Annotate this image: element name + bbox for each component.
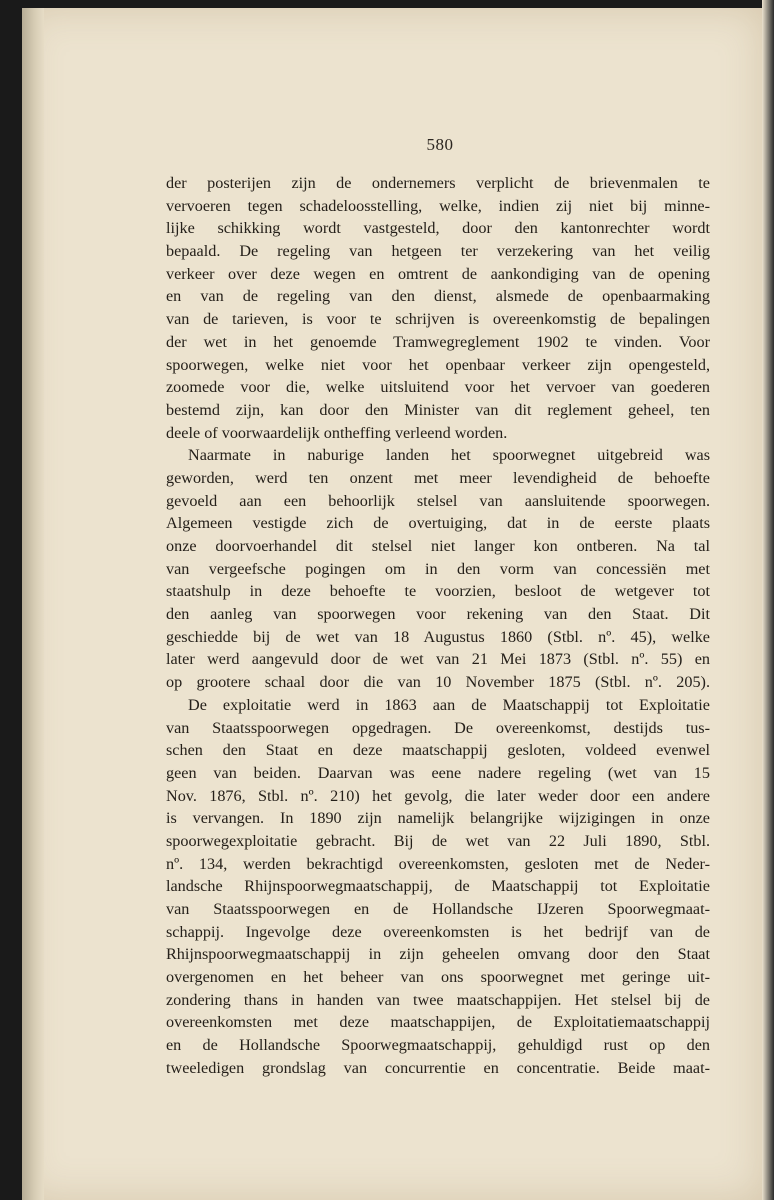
page-right-edge bbox=[762, 0, 774, 1200]
text-line: verkeer over deze wegen en omtrent de aankondiging van de opening bbox=[166, 264, 710, 283]
text-line: zoomede voor die, welke uitsluitend voor het vervoer van goederen bbox=[166, 378, 710, 397]
text-line: bepaald. De regeling van hetgeen ter verzekering van het veilig bbox=[166, 242, 710, 261]
page-binding-edge bbox=[22, 8, 44, 1200]
text-line: en van de regeling van den dienst, alsmede de openbaarmaking bbox=[166, 287, 710, 306]
text-line: tweeledigen grondslag van concurrentie en concentratie. Beide maat- bbox=[166, 1058, 710, 1077]
text-line: deele of voorwaardelijk ontheffing verleend worden. bbox=[166, 423, 508, 442]
text-line: overgenomen en het beheer van ons spoorwegnet met geringe uit- bbox=[166, 968, 710, 987]
text-line: zondering thans in handen van twee maatschappijen. Het stelsel bij de bbox=[166, 990, 710, 1009]
text-line: onze doorvoerhandel dit stelsel niet langer kon ontberen. Na tal bbox=[166, 537, 710, 555]
body-text bbox=[166, 172, 710, 1080]
text-line: van Staatsspoorwegen en de Hollandsche IJzeren Spoorwegmaat- bbox=[166, 900, 710, 918]
text-line: spoorwegen, welke niet voor het openbaar verkeer zijn opengesteld, bbox=[166, 355, 710, 374]
text-line: Algemeen vestigde zich de overtuiging, dat in de eerste plaats bbox=[166, 514, 710, 533]
text-line: schen den Staat en deze maatschappij gesloten, voldeed evenwel bbox=[166, 741, 710, 760]
text-line: vervoeren tegen schadeloosstelling, welke, indien zij niet bij minne- bbox=[166, 196, 710, 215]
text-line: van de tarieven, is voor te schrijven is overeenkomstig de bepalingen bbox=[166, 310, 710, 329]
text-line: geworden, werd ten onzent met meer levendigheid de behoefte bbox=[166, 468, 710, 487]
text-line: geschiedde bij de wet van 18 Augustus 1860 (Stbl. nº. 45), welke bbox=[166, 627, 710, 646]
text-line: later werd aangevuld door de wet van 21 Mei 1873 (Stbl. nº. 55) en bbox=[166, 650, 710, 669]
text-line: is vervangen. In 1890 zijn namelijk belangrijke wijzigingen in onze bbox=[166, 809, 710, 828]
page-number: 580 bbox=[426, 135, 454, 154]
text-line: van vergeefsche pogingen om in den vorm van concessiën met bbox=[166, 559, 710, 578]
text-line: op grootere schaal door die van 10 November 1875 (Stbl. nº. 205). bbox=[166, 673, 710, 692]
text-line: bestemd zijn, kan door den Minister van dit reglement geheel, ten bbox=[166, 400, 710, 419]
text-line: den aanleg van spoorwegen voor rekening van den Staat. Dit bbox=[166, 605, 710, 624]
text-line: landsche Rhijnspoorwegmaatschappij, de Maatschappij tot Exploitatie bbox=[166, 877, 710, 896]
text-line: De exploitatie werd in 1863 aan de Maatschappij tot Exploitatie bbox=[188, 695, 710, 714]
text-line: geen van beiden. Daarvan was eene nadere regeling (wet van 15 bbox=[166, 763, 710, 782]
text-line: Rhijnspoorwegmaatschappij in zijn geheelen omvang door den Staat bbox=[166, 945, 710, 964]
text-line: schappij. Ingevolge deze overeenkomsten is het bedrijf van de bbox=[166, 922, 710, 941]
text-line: der wet in het genoemde Tramwegreglement 1902 te vinden. Voor bbox=[166, 332, 710, 351]
text-line: Naarmate in naburige landen het spoorwegnet uitgebreid was bbox=[188, 446, 710, 465]
text-line: en de Hollandsche Spoorwegmaatschappij, gehuldigd rust op den bbox=[166, 1036, 710, 1055]
text-line: nº. 134, werden bekrachtigd overeenkomsten, gesloten met de Neder- bbox=[166, 854, 710, 873]
text-line: der posterijen zijn de ondernemers verplicht de brievenmalen te bbox=[166, 174, 710, 192]
text-line: lijke schikking wordt vastgesteld, door den kantonrechter wordt bbox=[166, 219, 710, 238]
text-line: gevoeld aan een behoorlijk stelsel van aansluitende spoorwegen. bbox=[166, 491, 710, 510]
text-line: overeenkomsten met deze maatschappijen, de Exploitatiemaatschappij bbox=[166, 1013, 710, 1032]
text-line: staatshulp in deze behoefte te voorzien, besloot de wetgever tot bbox=[166, 582, 710, 601]
text-line: Nov. 1876, Stbl. nº. 210) het gevolg, die later weder door een andere bbox=[166, 786, 710, 805]
text-line: van Staatsspoorwegen opgedragen. De overeenkomst, destijds tus- bbox=[166, 718, 710, 737]
text-line: spoorwegexploitatie gebracht. Bij de wet van 22 Juli 1890, Stbl. bbox=[166, 831, 710, 850]
